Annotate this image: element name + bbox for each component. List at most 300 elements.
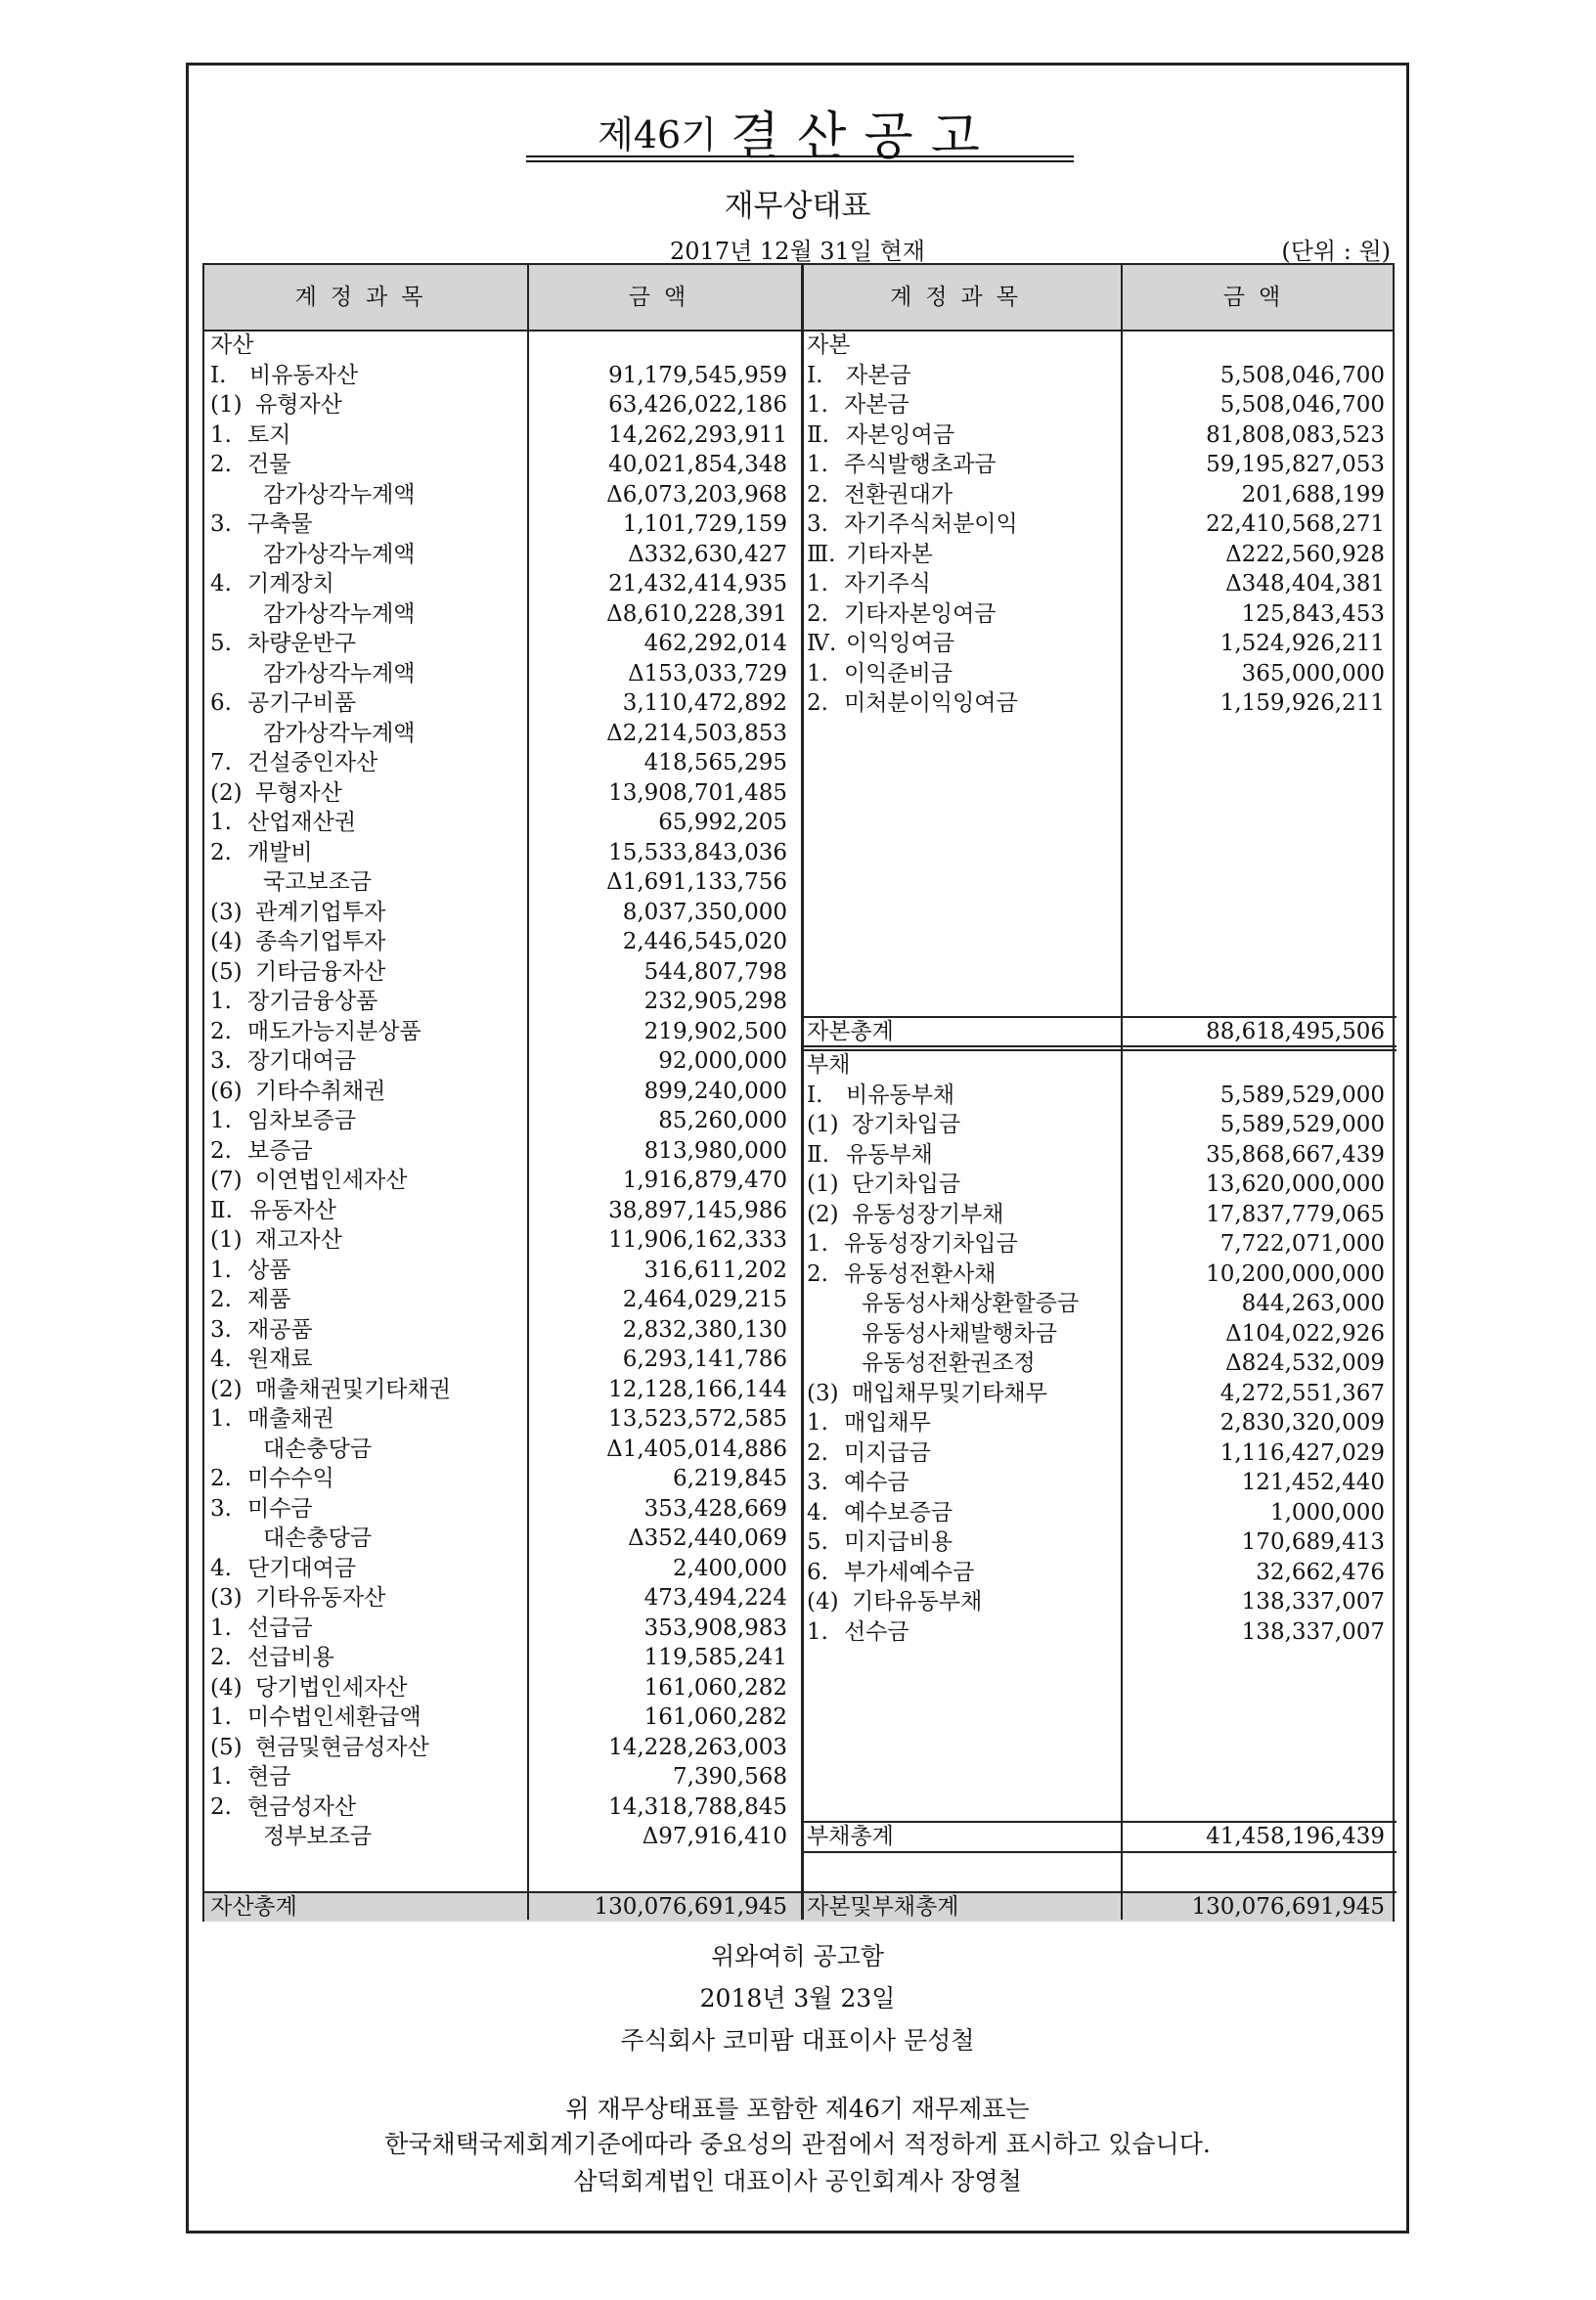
- amount-value: 138,337,007: [1241, 1618, 1385, 1645]
- account-name: 자본총계: [807, 1018, 894, 1044]
- account-name: 무형자산: [255, 779, 342, 806]
- account-label: [807, 1587, 1116, 1617]
- account-prefix: (3): [210, 899, 243, 925]
- account-label: [210, 1703, 521, 1733]
- amount-value: 2,830,320,009: [1219, 1410, 1385, 1436]
- equity-row: [204, 688, 1396, 719]
- equity-row: [204, 450, 1396, 480]
- account-name: 유동성사채상환할증금: [862, 1291, 1080, 1316]
- amount-value: 138,337,007: [1241, 1589, 1385, 1614]
- account-name: 유형자산: [255, 392, 342, 418]
- liability-row: [204, 1408, 1396, 1438]
- account-name: 대손충당금: [263, 1436, 373, 1462]
- account-name: 유동자산: [249, 1197, 336, 1223]
- account-label: [807, 420, 1116, 451]
- amount-value: 4,272,551,367: [1219, 1380, 1385, 1406]
- amount-value: 40,021,854,348: [608, 452, 787, 477]
- amount-value: 353,908,983: [643, 1614, 787, 1641]
- amount-value: 6,293,141,786: [622, 1347, 787, 1372]
- account-label: [807, 1379, 1116, 1409]
- account-prefix: (4): [210, 1674, 243, 1701]
- account-label: [807, 1527, 1116, 1558]
- account-name: 제품: [247, 1287, 291, 1312]
- account-prefix: 7.: [210, 750, 232, 775]
- account-prefix: 1.: [807, 452, 828, 477]
- account-prefix: (2): [210, 1376, 243, 1402]
- account-name: 예수금: [844, 1470, 909, 1495]
- account-prefix: 2.: [807, 1439, 828, 1466]
- account-name: 이익준비금: [844, 660, 953, 686]
- equity-row: [204, 480, 1396, 510]
- account-name: 미지급금: [844, 1439, 931, 1466]
- account-prefix: 1.: [807, 571, 828, 597]
- account-label: [807, 1017, 1116, 1047]
- amount-value: 201,688,199: [1241, 481, 1385, 508]
- account-name: 자기주식처분이익: [844, 511, 1018, 537]
- amount-value: 3,110,472,892: [622, 690, 787, 716]
- account-name: 건설중인자산: [247, 750, 378, 775]
- account-name: 보증금: [247, 1137, 313, 1164]
- amount-value: Δ1,691,133,756: [606, 869, 787, 895]
- account-prefix: 1.: [807, 1410, 828, 1436]
- account-label: [807, 540, 1116, 570]
- amount-value: Δ8,610,228,391: [606, 600, 787, 627]
- notice-text: 위와여히 공고함: [711, 1942, 884, 1970]
- account-name: 감가상각누계액: [263, 541, 416, 567]
- account-label: [210, 1792, 521, 1823]
- amount-value: 473,494,224: [643, 1585, 787, 1611]
- amount-value: [1121, 1050, 1385, 1081]
- account-prefix: (4): [807, 1589, 839, 1614]
- equity-row: [204, 361, 1396, 391]
- account-name: 자본잉여금: [846, 421, 955, 448]
- notice-date: 2018년 3월 23일: [699, 1984, 896, 2012]
- amount-value: 125,843,453: [1241, 600, 1385, 627]
- account-label: [807, 1319, 1116, 1349]
- amount-value: 2,832,380,130: [622, 1316, 787, 1343]
- equity-row: [204, 540, 1396, 570]
- account-prefix: 4.: [210, 1347, 232, 1372]
- amount-value: 10,200,000,000: [1206, 1261, 1385, 1287]
- amount-value: 12,128,166,144: [608, 1376, 787, 1402]
- amount-value: 41,458,196,439: [1206, 1824, 1385, 1849]
- account-prefix: (1): [807, 1172, 839, 1197]
- account-name: 미수수익: [247, 1466, 334, 1491]
- amount-value: [1121, 331, 1385, 361]
- auditor-signature: 삼덕회계법인 대표이사 공인회계사 장영철: [573, 2167, 1022, 2195]
- account-name: 장기금융상품: [247, 989, 378, 1014]
- asset-row: [204, 987, 1396, 1017]
- account-label: [807, 1892, 1116, 1923]
- amount-value: 22,410,568,271: [1206, 511, 1385, 537]
- amount-value: 1,000,000: [1269, 1499, 1385, 1526]
- amount-value: Δ332,630,427: [628, 541, 787, 567]
- account-prefix: Ⅰ.: [210, 362, 227, 388]
- asset-row: [204, 867, 1396, 898]
- account-name: 자본: [807, 332, 851, 358]
- amount-value: 59,195,827,053: [1206, 452, 1385, 477]
- account-label: [210, 1762, 521, 1792]
- account-prefix: 6.: [210, 690, 232, 716]
- account-label: [210, 957, 521, 988]
- liability-row: [204, 1379, 1396, 1409]
- amount-value: 13,908,701,485: [608, 779, 787, 806]
- account-name: 기타금융자산: [255, 958, 386, 985]
- account-name: 현금: [247, 1764, 291, 1790]
- account-label: [210, 748, 521, 778]
- equity-row: [204, 569, 1396, 599]
- amount-value: Δ348,404,381: [1225, 571, 1385, 597]
- liability-row: [204, 1617, 1396, 1648]
- amount-value: 1,101,729,159: [622, 511, 787, 537]
- statement-subtitle: 재무상태표: [724, 189, 871, 224]
- account-name: 재고자산: [255, 1227, 342, 1253]
- account-label: [210, 867, 521, 898]
- account-prefix: 2.: [807, 600, 828, 627]
- asset-row: [204, 808, 1396, 838]
- account-label: [807, 1438, 1116, 1469]
- asset-row: [204, 927, 1396, 957]
- account-prefix: 2.: [807, 1261, 828, 1287]
- account-prefix: Ⅱ.: [807, 421, 829, 448]
- announcement-frame: [186, 63, 1409, 2234]
- audit-statement-line2: 한국채택국제회계기준에따라 중요성의 관점에서 적정하게 표시하고 있습니다.: [384, 2130, 1211, 2158]
- account-name: 미수법인세환급액: [247, 1704, 421, 1730]
- account-prefix: 2.: [210, 1466, 232, 1491]
- equity-row: [204, 599, 1396, 630]
- amount-value: 5,508,046,700: [1219, 362, 1385, 388]
- account-prefix: (7): [210, 1168, 243, 1193]
- account-prefix: 1.: [210, 1614, 232, 1641]
- account-prefix: 1.: [807, 660, 828, 686]
- account-name: 관계기업투자: [255, 899, 386, 925]
- amount-value: 844,263,000: [1241, 1291, 1385, 1316]
- account-name: 미수금: [247, 1495, 313, 1522]
- account-prefix: (1): [210, 392, 243, 418]
- amount-value: 813,980,000: [643, 1137, 787, 1164]
- equity-row: [204, 331, 1396, 361]
- account-name: 유동성장기차입금: [844, 1231, 1018, 1257]
- amount-value: 2,400,000: [672, 1555, 787, 1581]
- amount-value: 219,902,500: [643, 1018, 787, 1044]
- account-prefix: 1.: [210, 1406, 232, 1432]
- amount-value: 316,611,202: [643, 1257, 787, 1283]
- asset-row: [204, 748, 1396, 778]
- account-name: 공기구비품: [247, 690, 357, 716]
- asset-row: [204, 957, 1396, 988]
- account-name: 기타수취채권: [255, 1078, 386, 1104]
- account-name: 감가상각누계액: [263, 660, 416, 686]
- account-label: [807, 1260, 1116, 1290]
- account-label: [210, 987, 521, 1017]
- liability-row: [204, 1050, 1396, 1081]
- account-prefix: (6): [210, 1078, 243, 1104]
- liability-row: [204, 1527, 1396, 1558]
- account-prefix: 1.: [210, 810, 232, 835]
- account-label: [807, 331, 1116, 361]
- header-account-right: 계정과목: [890, 285, 1032, 310]
- account-prefix: Ⅱ.: [210, 1197, 233, 1223]
- account-name: 선급금: [247, 1614, 313, 1641]
- asset-row: [204, 1703, 1396, 1733]
- liability-total-row: [204, 1822, 1396, 1852]
- amount-value: 14,318,788,845: [608, 1793, 787, 1820]
- account-name: 주식발행초과금: [844, 452, 997, 477]
- amount-value: 11,906,162,333: [608, 1227, 787, 1253]
- account-prefix: 3.: [807, 1470, 828, 1495]
- account-prefix: 2.: [210, 1137, 232, 1164]
- account-name: 전환권대가: [844, 481, 953, 508]
- asset-row: [204, 1673, 1396, 1703]
- liability-row: [204, 1468, 1396, 1498]
- account-name: 자본및부채총계: [807, 1894, 959, 1920]
- account-label: [807, 1349, 1116, 1379]
- liability-row: [204, 1229, 1396, 1260]
- table-header: [204, 265, 1393, 332]
- asset-row: [204, 838, 1396, 868]
- account-prefix: 1.: [210, 1764, 232, 1790]
- account-name: 단기차입금: [852, 1172, 961, 1197]
- amount-value: Δ97,916,410: [642, 1824, 787, 1849]
- account-prefix: 2.: [807, 690, 828, 716]
- account-label: [807, 1140, 1116, 1171]
- account-name: 토지: [247, 421, 291, 448]
- account-label: [807, 1408, 1116, 1438]
- account-name: 비유동자산: [249, 362, 359, 388]
- account-name: 산업재산권: [247, 810, 357, 835]
- amount-value: Δ222,560,928: [1225, 541, 1385, 567]
- account-prefix: Ⅱ.: [807, 1141, 829, 1168]
- amount-value: 5,589,529,000: [1219, 1112, 1385, 1137]
- account-prefix: Ⅰ.: [807, 362, 823, 388]
- amount-value: Δ104,022,926: [1225, 1320, 1385, 1347]
- account-label: [210, 808, 521, 838]
- account-label: [807, 1558, 1116, 1588]
- account-name: 이익잉여금: [846, 631, 955, 656]
- amount-value: 161,060,282: [643, 1704, 787, 1730]
- liability-row: [204, 1200, 1396, 1230]
- account-name: 매입채무: [844, 1410, 931, 1436]
- account-name: 미처분이익잉여금: [844, 690, 1018, 716]
- account-label: [807, 480, 1116, 510]
- account-prefix: 2.: [210, 839, 232, 865]
- liability-row: [204, 1110, 1396, 1140]
- account-prefix: (1): [210, 1227, 243, 1253]
- header-account-left: 계정과목: [294, 285, 437, 310]
- account-prefix: 4.: [807, 1499, 828, 1526]
- title-underline: [526, 155, 1074, 157]
- account-name: 유동성전환사채: [844, 1261, 997, 1287]
- liability-row: [204, 1289, 1396, 1319]
- account-prefix: Ⅲ.: [807, 541, 836, 567]
- account-name: 국고보조금: [263, 869, 373, 895]
- asset-row: [204, 1643, 1396, 1673]
- account-label: [807, 1110, 1116, 1140]
- account-name: 차량운반구: [247, 631, 357, 656]
- account-label: [210, 927, 521, 957]
- amount-value: 63,426,022,186: [608, 392, 787, 418]
- amount-value: 85,260,000: [658, 1108, 787, 1133]
- account-label: [807, 1170, 1116, 1200]
- account-prefix: (1): [807, 1112, 839, 1137]
- amount-value: 13,523,572,585: [608, 1406, 787, 1432]
- liability-row: [204, 1498, 1396, 1528]
- liability-row: [204, 1349, 1396, 1379]
- amount-value: 170,689,413: [1241, 1529, 1385, 1555]
- amount-value: 2,464,029,215: [622, 1287, 787, 1312]
- equity-row: [204, 509, 1396, 540]
- amount-value: Δ153,033,729: [628, 660, 787, 686]
- amount-value: 92,000,000: [658, 1048, 787, 1074]
- account-prefix: 1.: [807, 392, 828, 418]
- amount-value: 81,808,083,523: [1206, 421, 1385, 448]
- liability-row: [204, 1587, 1396, 1617]
- liability-row: [204, 1558, 1396, 1588]
- account-label: [807, 1050, 1116, 1081]
- amount-value: Δ352,440,069: [628, 1526, 787, 1551]
- account-name: 감가상각누계액: [263, 481, 416, 508]
- account-name: 매출채권: [247, 1406, 334, 1432]
- account-name: 자산총계: [210, 1894, 297, 1920]
- account-prefix: 2.: [807, 481, 828, 508]
- amount-value: 7,390,568: [672, 1764, 787, 1790]
- account-name: 감가상각누계액: [263, 600, 416, 627]
- account-label: [210, 1673, 521, 1703]
- account-prefix: (4): [210, 929, 243, 954]
- account-name: 임차보증금: [247, 1108, 357, 1133]
- account-name: 장기대여금: [247, 1048, 357, 1074]
- account-name: 현금성자산: [247, 1793, 357, 1820]
- account-name: 부채: [807, 1052, 851, 1078]
- amount-value: 5,589,529,000: [1219, 1082, 1385, 1108]
- account-prefix: Ⅳ.: [807, 631, 837, 656]
- liability-row: [204, 1140, 1396, 1171]
- account-label: [210, 778, 521, 809]
- account-name: 정부보조금: [263, 1824, 373, 1849]
- amount-value: 353,428,669: [643, 1495, 787, 1522]
- amount-value: 6,219,845: [672, 1466, 787, 1491]
- header-amount-left: 금액: [628, 285, 700, 310]
- equity-row: [204, 420, 1396, 451]
- account-prefix: (2): [807, 1201, 839, 1227]
- account-label: [807, 1200, 1116, 1230]
- account-prefix: 2.: [210, 1645, 232, 1670]
- liability-row: [204, 1260, 1396, 1290]
- account-label: [807, 1468, 1116, 1498]
- account-name: 기타유동자산: [255, 1585, 386, 1611]
- amount-value: Δ2,214,503,853: [606, 720, 787, 746]
- account-prefix: 1.: [807, 1618, 828, 1645]
- account-prefix: 6.: [807, 1559, 828, 1585]
- liability-row: [204, 1170, 1396, 1200]
- asset-row: [204, 719, 1396, 749]
- amount-value: 65,992,205: [658, 810, 787, 835]
- account-prefix: 1.: [210, 1704, 232, 1730]
- account-name: 개발비: [247, 839, 313, 865]
- account-name: 대손충당금: [263, 1526, 373, 1551]
- row-divider: [801, 1049, 1396, 1051]
- account-label: [807, 688, 1116, 719]
- account-name: 유동성장기부채: [852, 1201, 1004, 1227]
- amount-value: 121,452,440: [1241, 1470, 1385, 1495]
- asset-row: [204, 1762, 1396, 1792]
- account-label: [807, 450, 1116, 480]
- company-signature: 주식회사 코미팜 대표이사 문성철: [620, 2026, 975, 2055]
- account-name: 기타자본: [846, 541, 933, 567]
- account-prefix: 3.: [210, 511, 232, 537]
- amount-value: 14,262,293,911: [608, 421, 787, 448]
- account-name: 원재료: [247, 1347, 313, 1372]
- account-name: 당기법인세자산: [255, 1674, 408, 1701]
- row-divider: [801, 1821, 1396, 1823]
- balance-sheet-table: [202, 263, 1395, 1922]
- amount-value: 5,508,046,700: [1219, 392, 1385, 418]
- amount-value: 1,524,926,211: [1219, 631, 1385, 656]
- account-name: 장기차입금: [852, 1112, 961, 1137]
- account-label: [807, 390, 1116, 420]
- liability-row: [204, 1438, 1396, 1469]
- account-label: [807, 1289, 1116, 1319]
- row-divider: [801, 1016, 1396, 1018]
- account-name: 선수금: [844, 1618, 909, 1645]
- amount-value: 7,722,071,000: [1219, 1231, 1385, 1257]
- account-label: [807, 1081, 1116, 1111]
- account-prefix: 3.: [210, 1495, 232, 1522]
- account-prefix: 2.: [210, 1793, 232, 1820]
- amount-value: 15,533,843,036: [608, 839, 787, 865]
- statement-date: 2017년 12월 31일 현재: [670, 238, 925, 265]
- account-name: 이연법인세자산: [255, 1168, 408, 1193]
- account-prefix: 3.: [210, 1316, 232, 1343]
- account-name: 부가세예수금: [844, 1559, 975, 1585]
- row-divider: [801, 1851, 1396, 1853]
- amount-value: 130,076,691,945: [1191, 1894, 1385, 1920]
- account-prefix: 2.: [210, 452, 232, 477]
- period-label: 제46기: [598, 113, 717, 156]
- account-prefix: (3): [210, 1585, 243, 1611]
- amount-value: 544,807,798: [643, 958, 787, 985]
- account-label: [807, 569, 1116, 599]
- account-prefix: 1.: [807, 1231, 828, 1257]
- amount-value: 365,000,000: [1241, 660, 1385, 686]
- account-name: 매도가능지분상품: [247, 1018, 421, 1044]
- account-label: [210, 719, 521, 749]
- amount-value: 17,837,779,065: [1206, 1201, 1385, 1227]
- amount-value: 21,432,414,935: [608, 571, 787, 597]
- liability-row: [204, 1081, 1396, 1111]
- account-name: 매입채무및기타채무: [852, 1380, 1047, 1406]
- asset-row: [204, 898, 1396, 928]
- account-label: [210, 838, 521, 868]
- amount-value: Δ1,405,014,886: [606, 1436, 787, 1462]
- account-label: [807, 1617, 1116, 1648]
- amount-value: Δ824,532,009: [1225, 1350, 1385, 1376]
- amount-value: 1,116,427,029: [1219, 1439, 1385, 1466]
- amount-value: 899,240,000: [643, 1078, 787, 1104]
- account-name: 자산: [210, 332, 254, 358]
- amount-value: 38,897,145,986: [608, 1197, 787, 1223]
- account-prefix: 1.: [210, 989, 232, 1014]
- account-name: 자본금: [844, 392, 909, 418]
- account-label: [210, 1643, 521, 1673]
- account-label: [807, 629, 1116, 659]
- account-prefix: Ⅰ.: [807, 1082, 823, 1108]
- account-prefix: 3.: [210, 1048, 232, 1074]
- liability-row: [204, 1319, 1396, 1349]
- row-divider: [801, 1045, 1396, 1047]
- account-prefix: 4.: [210, 571, 232, 597]
- account-name: 미지급비용: [844, 1529, 953, 1555]
